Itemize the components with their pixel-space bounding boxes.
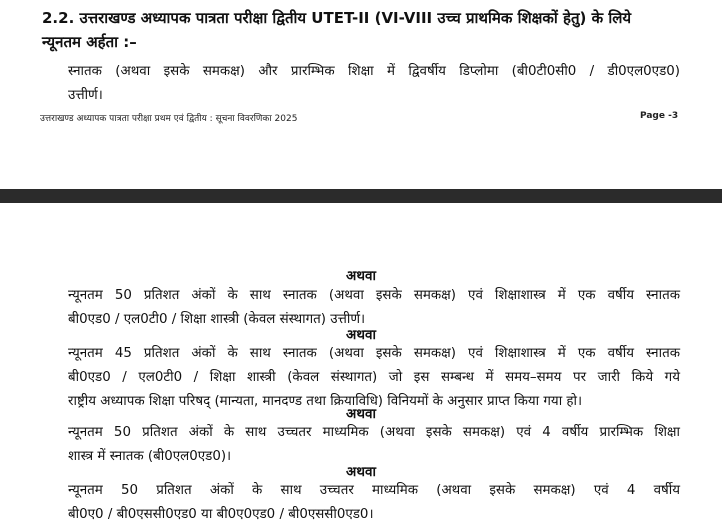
- page-number: Page -3: [640, 111, 679, 121]
- option-line: बी0ए0 / बी0एससी0एड0 या बी0ए0एड0 / बी0एससी0एड0।: [68, 507, 374, 522]
- option-line: शास्त्र में स्नातक (बी0एल0एड0)।: [68, 449, 232, 464]
- separator-athva: अथवा: [346, 464, 376, 480]
- top-paragraph-line2: उत्तीर्ण।: [68, 88, 103, 103]
- section-heading-line2: न्यूनतम अर्हता :–: [42, 33, 137, 51]
- separator-athva: अथवा: [346, 268, 376, 284]
- option-line: बी0एड0 / एल0टी0 / शिक्षा शास्त्री (केवल संस्थागत) जो इस सम्बन्ध में समय–समय पर जारी किये गये: [68, 370, 680, 385]
- option-line: न्यूनतम 50 प्रतिशत अंकों के साथ उच्चतर माध्यमिक (अथवा इसके समकक्ष) एवं 4 वर्षीय प्रारम्भिक शिक्षा: [68, 425, 680, 440]
- option-line: बी0एड0 / एल0टी0 / शिक्षा शास्त्री (केवल संस्थागत) उत्तीर्ण।: [68, 312, 366, 327]
- option-paragraph: [68, 479, 680, 527]
- page-break-bar: [0, 189, 722, 203]
- option-line: न्यूनतम 45 प्रतिशत अंकों के साथ स्नातक (अथवा इसके समकक्ष) एवं शिक्षाशास्त्र में एक वर्षीय स्नातक: [68, 346, 680, 361]
- footer-title: उत्तराखण्ड अध्यापक पात्रता परीक्षा प्रथम एवं द्वितीय : सूचना विवरणिका 2025: [40, 114, 298, 124]
- section-heading: [42, 6, 702, 54]
- option-line: न्यूनतम 50 प्रतिशत अंकों के साथ उच्चतर माध्यमिक (अथवा इसके समकक्ष) एवं 4 वर्षीय: [68, 483, 680, 498]
- option-line: राष्ट्रीय अध्यापक शिक्षा परिषद् (मान्यता, मानदण्ड तथा क्रियाविधि) विनियमों के अनुसार प्राप्त किया गया हो।: [68, 394, 583, 409]
- section-heading-line1: 2.2. उत्तराखण्ड अध्यापक पात्रता परीक्षा द्वितीय UTET-II (VI-VIII उच्च प्राथमिक शिक्षकों हेतु) के लिये: [42, 9, 632, 27]
- top-paragraph-line1: स्नातक (अथवा इसके समकक्ष) और प्रारम्भिक शिक्षा में द्विवर्षीय डिप्लोमा (बी0टी0सी0 / डी0एल0एड0): [68, 64, 680, 79]
- separator-athva: अथवा: [346, 406, 376, 422]
- top-paragraph: [68, 60, 680, 108]
- option-line: न्यूनतम 50 प्रतिशत अंकों के साथ स्नातक (अथवा इसके समकक्ष) एवं शिक्षाशास्त्र में एक वर्षीय स्नातक: [68, 288, 680, 303]
- separator-athva: अथवा: [346, 327, 376, 343]
